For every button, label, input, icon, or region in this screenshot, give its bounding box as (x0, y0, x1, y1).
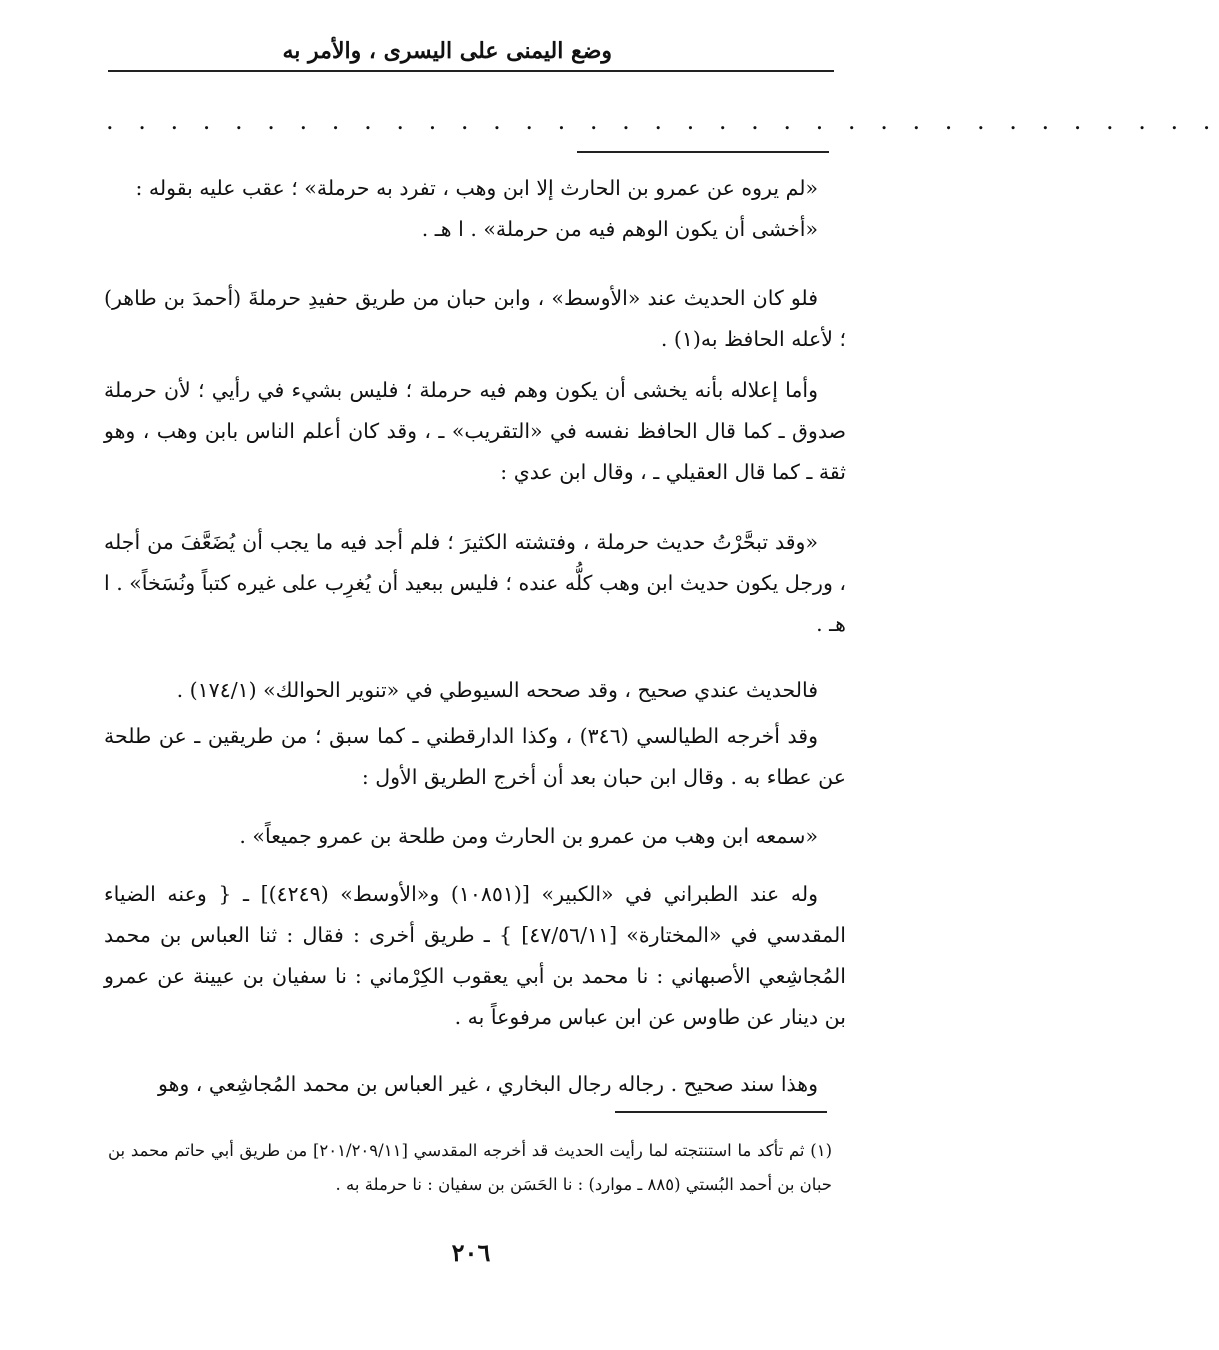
paragraph-7: وقد أخرجه الطيالسي (٣٤٦) ، وكذا الدارقطني ـ كما سبق ؛ من طريقين ـ عن طلحة عن عطاء به . وقال ابن حبان بعد أن أخرج الطريق الأول : (104, 724, 846, 789)
footnote (108, 1134, 832, 1202)
paragraph-4-block (104, 370, 846, 493)
paragraph-5: «وقد تبحَّرْتُ حديث حرملة ، وفتشته الكثيرَ ؛ فلم أجد فيه ما يجب أن يُضَعَّفَ من أجله ، ورجل يكون حديث ابن وهب كلُّه عنده ؛ فليس ببعيد أن يُغرِب على غيره كتباً ونُسَخاً» . ا هـ . (104, 530, 846, 636)
footnote-text: (١) ثم تأكد ما استنتجته لما رأيت الحديث قد أخرجه المقدسي [٢٠١/٢٠٩/١١] من طريق أبي حاتم محمد بن حبان بن أحمد البُستي (٨٨٥ ـ موارد) : نا الحَسَن بن سفيان : نا حرملة به . (108, 1141, 833, 1194)
paragraph-1-block (104, 168, 846, 250)
running-header (108, 38, 834, 74)
page-number: ٢٠٦ (451, 1238, 491, 1267)
paragraph-4: وأما إعلاله بأنه يخشى أن يكون وهم فيه حرملة ؛ فليس بشيء في رأيي ؛ لأن حرملة صدوق ـ كما قال الحافظ نفسه في «التقريب» ـ ، وقد كان أعلم الناس بابن وهب ، وهو ثقة ـ كما قال العقيلي ـ ، وقال ابن عدي : (104, 378, 846, 484)
header-title: وضع اليمنى على اليسرى ، والأمر به (282, 38, 612, 64)
paragraph-9: وله عند الطبراني في «الكبير» [(١٠٨٥١) و«الأوسط» (٤٢٤٩)] ـ { وعنه الضياء المقدسي في «المختارة» [٤٧/٥٦/١١] } ـ طريق أخرى : فقال : ثنا العباس بن محمد المُجاشِعي الأصبهاني : نا محمد بن أبي يعقوب الكِرْماني : نا سفيان بن عيينة عن عمرو بن دينار عن طاوس عن ابن عباس مرفوعاً به . (104, 882, 846, 1029)
paragraph-10-block (104, 1064, 846, 1105)
paragraph-6-block (104, 670, 846, 711)
paragraph-6: فالحديث عندي صحيح ، وقد صححه السيوطي في «تنوير الحوالك» (١٧٤/١) . (176, 678, 818, 702)
paragraph-3: فلو كان الحديث عند «الأوسط» ، وابن حبان من طريق حفيدِ حرملةَ (أحمدَ بن طاهر) ؛ لأعله الحافظ به(١) . (104, 286, 846, 351)
paragraph-1: «لم يروه عن عمرو بن الحارث إلا ابن وهب ، تفرد به حرملة» ؛ عقب عليه بقوله : (135, 176, 818, 200)
paragraph-3-block (104, 278, 846, 360)
paragraph-10: وهذا سند صحيح . رجاله رجال البخاري ، غير العباس بن محمد المُجاشِعي ، وهو (157, 1072, 818, 1096)
omission-dots: . . . . . . . . . . . . . . . . . . . . . . . . . . . . . . . . . . . (106, 107, 1219, 135)
paragraph-5-block (104, 522, 846, 645)
quote-rule (577, 151, 829, 153)
footnote-rule (615, 1111, 827, 1113)
paragraph-2: «أخشى أن يكون الوهم فيه من حرملة» . ا هـ . (421, 217, 818, 241)
header-rule (108, 70, 834, 72)
paragraph-8: «سمعه ابن وهب من عمرو بن الحارث ومن طلحة بن عمرو جميعاً» . (239, 824, 818, 848)
paragraph-7-block (104, 716, 846, 798)
paragraph-9-block (104, 874, 846, 1038)
paragraph-8-block (104, 816, 846, 857)
